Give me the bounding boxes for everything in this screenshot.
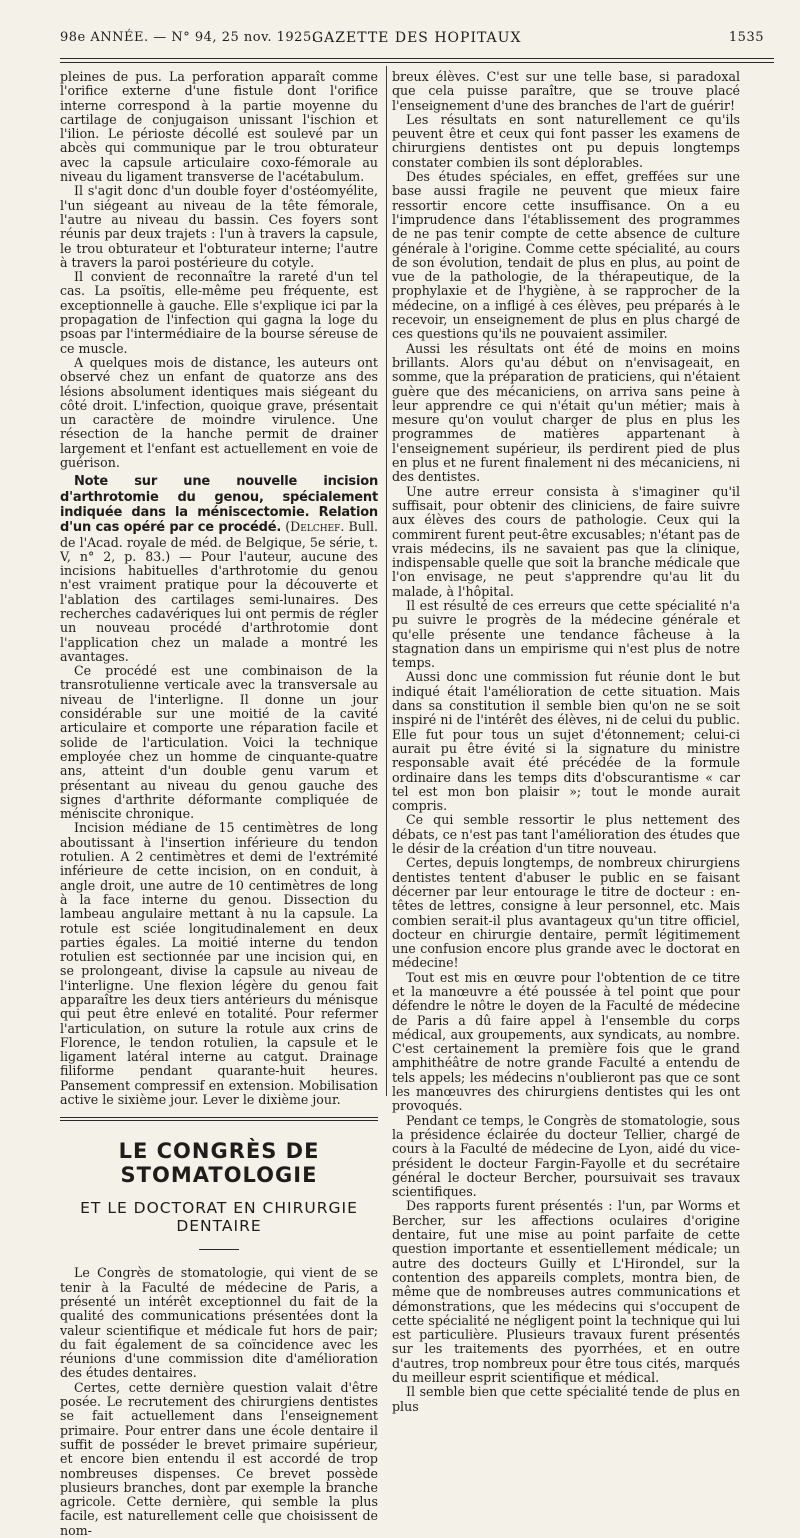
paragraph: Ce procédé est une combinaison de la transrotulienne verticale avec la transversale au niveau de l'interligne. Il donne un jour considérable sur une moitié de la cavité articulaire et comporte une réparation facile et solide de l'articulation. Voici la technique employée chez un homme de cinquante-quatre ans, atteint d'un double genu varum et présentant au niveau du genou gauche des signes d'arthrite déformante compliquée de méniscite chronique.	[60, 663, 378, 822]
note-title: Note sur une nouvelle incision d'arthrotomie du genou, spécialement indiquée dans la méniscectomie. Relation d'un cas opéré par ce procédé.	[60, 474, 378, 536]
article-title: LE CONGRÈS DE STOMATOLOGIE	[118, 1139, 320, 1188]
left-column	[60, 70, 378, 1538]
paragraph: Pendant ce temps, le Congrès de stomatologie, sous la présidence éclairée du docteur Tellier, chargé de cours à la Faculté de médecine de Lyon, aidé du vice-président le docteur Fargin-Fayolle et du secrétaire général le docteur Bercher, poursuivait ses travaux scientifiques.	[392, 1112, 740, 1200]
section-rule	[60, 1117, 378, 1118]
note-body: . Bull. de l'Acad. royale de méd. de Belgique, 5e série, t. V, n° 2, p. 83.) — Pour l'auteur, aucune des incisions habituelles d'arthrotomie du genou n'est vraiment pratique pour la découverte et l'ablation des cartilages semi-lunaires. Des recherches cadavériques lui ont permis de régler un nouveau procédé d'arthrotomie dont l'application chez un malade a montré les avantages.	[60, 519, 378, 664]
header-rule-double	[60, 62, 774, 63]
paragraph: Il s'agit donc d'un double foyer d'ostéomyélite, l'un siégeant au niveau de la tête fémorale, l'autre au niveau du bassin. Ces foyers sont réunis par deux trajets : l'un à travers la capsule, le trou obturateur et l'obturateur interne; l'autre à travers la paroi postérieure du cotyle.	[60, 183, 378, 270]
publication-title: GAZETTE DES HOPITAUX	[312, 30, 522, 46]
right-column	[392, 70, 740, 1414]
paragraph: Des rapports furent présentés : l'un, par Worms et Bercher, sur les affections oculaires d'origine dentaire, fut une mise au point parfaite de cette question importante et essentiellement médicale; un autre des docteurs Guilly et L'Hirondel, sur la contention des appareils complets, montra bien, de même que de nombreuses autres communications et démonstrations, que les médecins qui s'occupent de cette spécialité ne négligent point la technique qui lui est particulière. Plusieurs travaux furent présentés sur les traitements des pyorrhées, et en outre d'autres, trop nombreux pour être tous cités, marqués du meilleur esprit scientifique et médical.	[392, 1198, 740, 1386]
paragraph: pleines de pus. La perforation apparaît comme l'orifice externe d'une fistule dont l'orifice interne correspond à la partie moyenne du cartilage de conjugaison unissant l'ischion et l'ilion. Le périoste décollé est soulevé par un abcès qui communique par le trou obturateur avec la capsule articulaire coxo-fémorale au niveau du ligament transverse de l'acétabulum.	[60, 70, 378, 185]
note-paragraph	[60, 474, 378, 664]
paragraph: Aussi donc une commission fut réunie dont le but indiqué était l'amélioration de cette situation. Mais dans sa constitution il semble bien qu'on ne se soit inspiré ni de l'intérêt des élèves, ni de celui du public. Elle fut pour tous un sujet d'étonnement; celui-ci aurait pu être évité si la signature du ministre responsable avait été précédée de la formule ordinaire dans les temps dits d'obscurantisme « car tel est mon bon plaisir »; tout le monde aurait compris.	[392, 669, 740, 814]
header-rule	[60, 58, 774, 59]
paragraph: Des études spéciales, en effet, greffées sur une base aussi fragile ne peuvent que mieux faire ressortir encore cette insuffisance. On a eu l'imprudence dans l'établissement des programmes de ne pas tenir compte de cette absence de culture générale à l'origine. Comme cette spécialité, au cours de son évolution, tendait de plus en plus, au point de vue de la pathologie, de la thérapeutique, de la prophylaxie et de l'hygiène, à se rapprocher de la médecine, on a infligé à ces élèves, peu préparés à le recevoir, un enseignement de plus en plus chargé de ces questions qu'ils ne pouvaient assimiler.	[392, 169, 740, 342]
paragraph: Aussi les résultats ont été de moins en moins brillants. Alors qu'au début on n'envisageait, en somme, que la préparation de praticiens, qui n'étaient guère que des mécaniciens, on arriva sans peine à leur apprendre ce qui n'était qu'un métier; mais à mesure qu'on voulut charger de plus en plus les programmes de matières appartenant à l'enseignement supérieur, ils perdirent pied de plus en plus et ne furent finalement ni des mécaniciens, ni des dentistes.	[392, 340, 740, 485]
paragraph: breux élèves. C'est sur une telle base, si paradoxal que cela puisse paraître, que se trouve placé l'enseignement d'une des branches de l'art de guérir!	[392, 70, 740, 113]
paragraph: Incision médiane de 15 centimètres de long aboutissant à l'insertion inférieure du tendon rotulien. A 2 centimètres et demi de l'extrémité inférieure de cette incision, on en conduit, à angle droit, une autre de 10 centimètres de long à la face interne du genou. Dissection du lambeau angulaire mettant à nu la capsule. La rotule est sciée longitudinalement en deux parties égales. La moitié interne du tendon rotulien est sectionnée par une incision qui, en se prolongeant, divise la capsule au niveau de l'interligne. Une flexion légère du genou fait apparaître les deux tiers antérieurs du ménisque qui peut être enlevé en totalité. Pour refermer l'articulation, on suture la rotule aux crins de Florence, le tendon rotulien, la capsule et le ligament latéral interne au catgut. Drainage filiforme pendant quarante-huit heures. Pansement compressif en extension. Mobilisation active le sixième jour. Lever le dixième jour.	[60, 820, 378, 1108]
issue-info: 98e ANNÉE. — N° 94, 25 nov. 1925.	[60, 30, 317, 45]
article-subtitle: ET LE DOCTORAT EN CHIRURGIE DENTAIRE	[80, 1199, 358, 1236]
section-rule-double	[60, 1120, 378, 1121]
paragraph: Une autre erreur consista à s'imaginer qu'il suffisait, pour obtenir des cliniciens, de faire suivre aux élèves des cours de pathologie. Ceux qui la commirent furent peut-être excusables; n'étant pas de vrais médecins, ils ne savaient pas que la clinique, indispensable quelle que soit la branche médicale que l'on envisage, ne peut s'apprendre qu'au lit du malade, à l'hôpital.	[392, 483, 740, 599]
paragraph: Certes, cette dernière question valait d'être posée. Le recrutement des chirurgiens dentistes se fait actuellement dans l'enseignement primaire. Pour entrer dans une école dentaire il suffit de posséder le brevet primaire supérieur, et encore bien entendu il est accordé de trop nombreuses dispenses. Ce brevet possède plusieurs branches, dont par exemple la branche agricole. Cette dernière, qui semble la plus facile, est naturellement celle que choisissent de nom-	[60, 1379, 378, 1538]
title-underline	[199, 1249, 239, 1250]
paragraph: Tout est mis en œuvre pour l'obtention de ce titre et la manœuvre a été poussée à tel point que pour défendre le nôtre le doyen de la Faculté de médecine de Paris a dû faire appel à l'ensemble du corps médical, aux groupements, aux syndicats, au nombre. C'est certainement la première fois que le grand amphithéâtre de notre grande Faculté a entendu de tels appels; les médecins n'oublieront pas que ce sont les manœuvres des chirurgiens dentistes qui les ont provoqués.	[392, 969, 740, 1114]
paragraph: A quelques mois de distance, les auteurs ont observé chez un enfant de quatorze ans des lésions absolument identiques mais siégeant du côté droit. L'infection, quoique grave, présentait un caractère de moindre virulence. Une résection de la hanche permit de drainer largement et l'enfant est actuellement en voie de guérison.	[60, 354, 378, 471]
paragraph: Le Congrès de stomatologie, qui vient de se tenir à la Faculté de médecine de Paris, a présenté un intérêt exceptionnel du fait de la qualité des communications présentées dont la valeur scientifique et médicale fut hors de pair; du fait également de sa coïncidence avec les réunions d'une commission dite d'amélioration des études dentaires.	[60, 1265, 378, 1381]
page-header	[60, 30, 770, 52]
note-author: Delchef	[290, 519, 341, 535]
page-number: 1535	[728, 30, 764, 45]
paragraph: Certes, depuis longtemps, de nombreux chirurgiens dentistes tentent d'abuser le public en se faisant décerner par leur entourage le titre de docteur : en-têtes de lettres, consigne à leur personnel, etc. Mais combien serait-il plus avantageux qu'un titre officiel, docteur en chirurgie dentaire, permît légitimement une confusion encore plus grande avec le doctorat en médecine!	[392, 855, 740, 971]
note-ref-prefix: (	[285, 519, 291, 535]
paragraph: Ce qui semble ressortir le plus nettement des débats, ce n'est pas tant l'amélioration des études que le désir de la création d'un titre nouveau.	[392, 812, 740, 857]
paragraph: Les résultats en sont naturellement ce qu'ils peuvent être et ceux qui font passer les examens de chirurgiens dentistes ont pu depuis longtemps constater combien ils sont déplorables.	[392, 111, 740, 170]
paragraph: Il est résulté de ces erreurs que cette spécialité n'a pu suivre le progrès de la médecine générale et qu'elle présente une tendance fâcheuse à la stagnation dans un empirisme qui n'est plus de notre temps.	[392, 597, 740, 671]
paragraph: Il convient de reconnaître la rareté d'un tel cas. La psoïtis, elle-même peu fréquente, est exceptionnelle à gauche. Elle s'explique ici par la propagation de l'infection qui gagna la loge du psoas par l'intermédiaire de la bourse séreuse de ce muscle.	[60, 269, 378, 356]
column-divider	[386, 66, 387, 1096]
paragraph: Il semble bien que cette spécialité tende de plus en plus	[392, 1384, 740, 1414]
